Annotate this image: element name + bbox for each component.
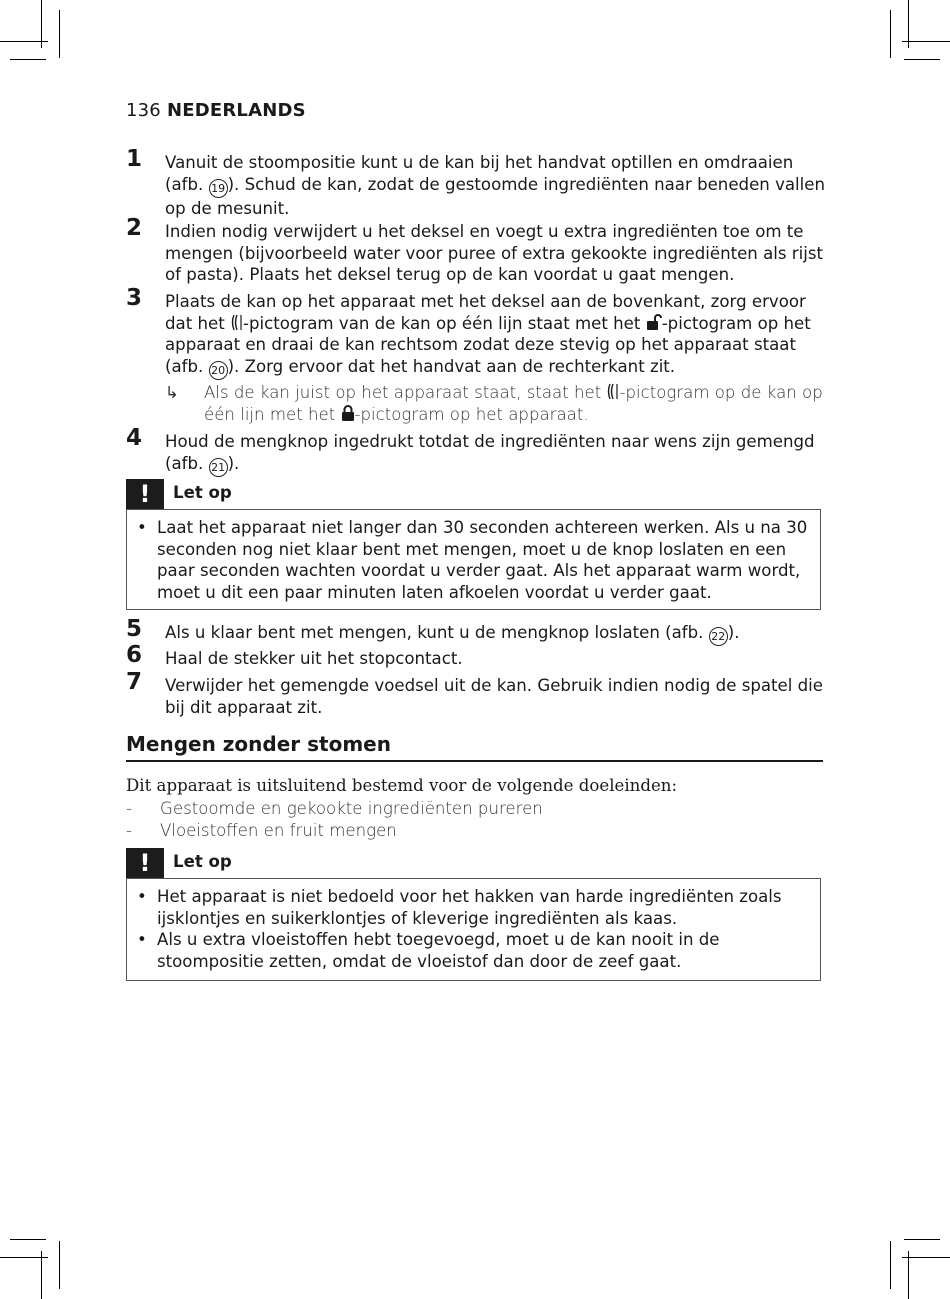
caution-title: Let op xyxy=(173,483,232,502)
section-title: Mengen zonder stomen xyxy=(126,732,823,762)
step-7 xyxy=(126,669,826,718)
step-4 xyxy=(126,425,826,477)
step-6 xyxy=(126,642,826,670)
crop-mark xyxy=(908,1251,909,1299)
section-intro: Dit apparaat is uitsluitend bestemd voor de volgende doeleinden: xyxy=(126,776,678,795)
crop-mark xyxy=(904,59,940,60)
step-text: Houd de mengknop ingedrukt totdat de ingrediënten naar wens zijn gemengd (afb. 21 ). xyxy=(165,431,826,477)
jar-align-icon xyxy=(606,383,619,400)
crop-mark xyxy=(41,0,42,48)
crop-mark xyxy=(59,1241,60,1289)
step-text: Als u klaar bent met mengen, kunt u de mengknop loslaten (afb. 22 ). xyxy=(165,622,826,646)
figure-ref: 21 xyxy=(209,458,228,477)
jar-align-icon xyxy=(230,314,243,331)
step-number: 2 xyxy=(126,215,143,241)
step-number: 5 xyxy=(126,616,143,642)
step-5 xyxy=(126,616,826,646)
step-text: Vanuit de stoompositie kunt u de kan bij het handvat optillen en omdraaien (afb. 19 ). Schud de kan, zodat de gestoomde ingrediënten naar beneden vallen op de mesunit. xyxy=(165,153,826,218)
uses-list xyxy=(126,798,543,841)
figure-ref: 22 xyxy=(709,627,728,646)
caution-header xyxy=(126,479,823,509)
step-3 xyxy=(126,285,826,380)
crop-mark xyxy=(41,1251,42,1299)
crop-mark xyxy=(59,10,60,58)
caution-item: • Laat het apparaat niet langer dan 30 seconden achtereen werken. Als u na 30 seconden nog niet klaar bent met mengen, moet u de knop loslaten en een paar seconden wachten voordat u verder gaat. Als het apparaat warm wordt, moet u dit een paar minuten laten afkoelen voordat u verder gaat. xyxy=(137,518,808,602)
caution-title: Let op xyxy=(173,852,232,871)
step-text: Plaats de kan op het apparaat met het deksel aan de bovenkant, zorg ervoor dat het -pictogram van de kan op één lijn staat met het -pictogram op het apparaat en draai de kan rechtsom zodat deze stevig op het apparaat staat (afb. 20 ). Zorg ervoor dat het handvat aan de rechterkant zit. xyxy=(165,291,826,380)
list-item: - Gestoomde en gekookte ingrediënten pureren xyxy=(126,799,543,818)
crop-mark xyxy=(10,1239,46,1240)
crop-mark xyxy=(902,41,950,42)
page-header xyxy=(126,100,306,121)
step-text: Haal de stekker uit het stopcontact. xyxy=(165,649,463,668)
lock-icon xyxy=(341,405,355,422)
caution-box xyxy=(126,878,821,981)
figure-ref: 19 xyxy=(209,179,228,198)
step-number: 3 xyxy=(126,285,143,311)
crop-mark xyxy=(908,0,909,48)
step-number: 1 xyxy=(126,146,143,172)
crop-mark xyxy=(890,1241,891,1289)
step-1 xyxy=(126,146,826,219)
warning-icon: ! xyxy=(126,479,164,509)
step-3-result xyxy=(165,382,825,425)
figure-ref: 20 xyxy=(209,361,228,380)
step-number: 6 xyxy=(126,642,143,668)
warning-icon: ! xyxy=(126,848,164,878)
step-number: 7 xyxy=(126,669,143,695)
language-label: NEDERLANDS xyxy=(166,100,306,121)
caution-item: • Het apparaat is niet bedoeld voor het hakken van harde ingrediënten zoals ijsklontjes en suikerklontjes of kleverige ingrediënten als kaas. xyxy=(137,887,782,928)
caution-box xyxy=(126,509,821,610)
crop-mark xyxy=(10,59,46,60)
step-text: Indien nodig verwijdert u het deksel en voegt u extra ingrediënten toe om te mengen (bijvoorbeeld water voor puree of extra gekookte ingrediënten als rijst of pasta). Plaats het deksel terug op de kan voordat u gaat mengen. xyxy=(165,222,823,284)
list-item: - Vloeistoffen en fruit mengen xyxy=(126,820,397,840)
unlock-icon xyxy=(646,314,662,331)
crop-mark xyxy=(902,1257,950,1258)
crop-mark xyxy=(904,1239,940,1240)
caution-item: • Als u extra vloeistoffen hebt toegevoegd, moet u de kan nooit in de stoompositie zetten, omdat de vloeistof dan door de zeef gaat. xyxy=(137,930,720,971)
step-2 xyxy=(126,215,826,286)
step-text: Verwijder het gemengde voedsel uit de kan. Gebruik indien nodig de spatel die bij dit apparaat zit. xyxy=(165,676,823,717)
result-text: Als de kan juist op het apparaat staat, staat het -pictogram op de kan op één lijn met het -pictogram op het apparaat. xyxy=(204,383,823,424)
caution-header xyxy=(126,848,823,878)
result-arrow: ↳ xyxy=(165,383,179,402)
step-number: 4 xyxy=(126,425,143,451)
page-number: 136 xyxy=(126,100,161,121)
crop-mark xyxy=(890,10,891,58)
